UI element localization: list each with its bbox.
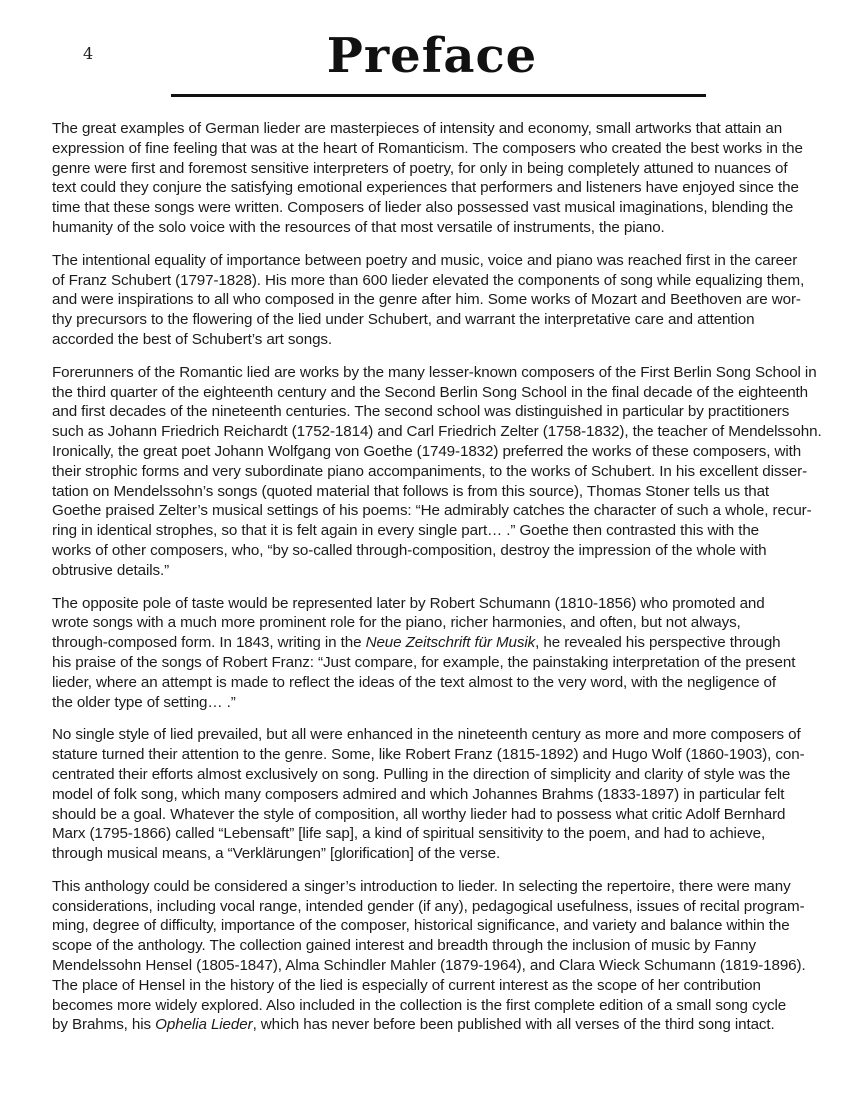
- paragraph: [52, 594, 824, 713]
- text-line: [52, 178, 824, 198]
- text-line: [52, 594, 824, 614]
- text-segment: Forerunners of the Romantic lied are works by the many lesser-known composers of the First Berlin Song School in: [52, 363, 817, 381]
- text-line: [52, 402, 824, 422]
- italic-text-segment: Ophelia Lieder: [155, 1016, 253, 1034]
- text-segment: Marx (1795-1866) called “Lebensaft” [life sap], a kind of spiritual sensitivity to the poem, and had to achieve,: [52, 825, 766, 843]
- text-segment: the older type of setting… .”: [52, 693, 236, 711]
- text-segment: Ironically, the great poet Johann Wolfgang von Goethe (1749-1832) preferred the works of these composers, with: [52, 442, 802, 460]
- text-line: [52, 1015, 824, 1035]
- text-line: [52, 159, 824, 179]
- text-line: [52, 271, 824, 291]
- text-line: [52, 501, 824, 521]
- text-segment: genre were first and foremost sensitive interpreters of poetry, for only in being completely attuned to nuances of: [52, 159, 788, 177]
- text-line: [52, 218, 824, 238]
- text-segment: considerations, including vocal range, intended gender (if any), pedagogical usefulness, issues of recital program-: [52, 897, 805, 915]
- text-line: [52, 541, 824, 561]
- text-segment: No single style of lied prevailed, but all were enhanced in the nineteenth century as more and more composers of: [52, 726, 801, 744]
- text-line: [52, 936, 824, 956]
- text-segment: The great examples of German lieder are masterpieces of intensity and economy, small artworks that attain an: [52, 120, 783, 137]
- text-line: [52, 633, 824, 653]
- paragraph: [52, 119, 824, 238]
- text-line: [52, 442, 824, 462]
- text-segment: ring in identical strophes, so that it is felt again in every single part… .” Goethe then contrasted this with the: [52, 522, 760, 540]
- text-segment: such as Johann Friedrich Reichardt (1752-1814) and Carl Friedrich Zelter (1758-1832), the teacher of Mendelssohn.: [52, 423, 822, 441]
- text-line: [52, 521, 824, 541]
- text-segment: scope of the anthology. The collection gained interest and breadth through the inclusion of music by Fanny: [52, 937, 756, 955]
- text-segment: The opposite pole of taste would be represented later by Robert Schumann (1810-1856) who promoted and: [52, 594, 765, 612]
- text-segment: through musical means, a “Verklärungen” [glorification] of the verse.: [52, 845, 501, 863]
- text-segment: his praise of the songs of Robert Franz: “Just compare, for example, the painstaking interpretation of the present: [52, 653, 796, 671]
- text-segment: of Franz Schubert (1797-1828). His more than 600 lieder elevated the components of song while equalizing them,: [52, 271, 805, 289]
- text-line: [52, 310, 824, 330]
- text-line: [52, 119, 824, 139]
- italic-text-segment: Neue Zeitschrift für Musik: [365, 634, 536, 652]
- paragraph: [52, 251, 824, 350]
- text-segment: tation on Mendelssohn’s songs (quoted material that follows is from this source), Thomas Stoner tells us that: [52, 482, 770, 500]
- text-segment: obtrusive details.”: [52, 561, 170, 579]
- text-line: [52, 613, 824, 633]
- page-number: 4: [83, 44, 94, 63]
- paragraph: [52, 725, 824, 864]
- text-line: [52, 805, 824, 825]
- text-segment: The intentional equality of importance between poetry and music, voice and piano was reached first in the career: [52, 251, 798, 269]
- text-line: [52, 422, 824, 442]
- text-line: [52, 785, 824, 805]
- text-line: [52, 462, 824, 482]
- text-line: [52, 383, 824, 403]
- text-line: [52, 976, 824, 996]
- text-segment: and first decades of the nineteenth centuries. The second school was distinguished in particular by practitioners: [52, 403, 790, 421]
- text-segment: becomes more widely explored. Also included in the collection is the first complete edition of a small song cycle: [52, 996, 787, 1014]
- text-line: [52, 198, 824, 218]
- text-segment: lieder, where an attempt is made to reflect the ideas of the text almost to the very word, with the negligence of: [52, 673, 777, 691]
- text-segment: through-composed form. In 1843, writing in the: [52, 634, 366, 652]
- text-line: [52, 653, 824, 673]
- text-line: [52, 897, 824, 917]
- body-paragraphs: [52, 119, 824, 1048]
- text-segment: should be a goal. Whatever the style of composition, all worthy lieder had to possess what critic Adolf Bernhard: [52, 805, 786, 823]
- text-line: [52, 251, 824, 271]
- text-segment: accorded the best of Schubert’s art songs.: [52, 330, 333, 348]
- text-line: [52, 725, 824, 745]
- text-segment: works of other composers, who, “by so-called through-composition, destroy the impression of the whole with: [52, 541, 767, 559]
- text-segment: time that these songs were written. Composers of lieder also possessed vast musical imaginations, blending the: [52, 199, 794, 217]
- text-segment: wrote songs with a much more prominent role for the piano, richer harmonies, and often, but not always,: [52, 614, 741, 632]
- text-line: [52, 765, 824, 785]
- text-segment: stature turned their attention to the genre. Some, like Robert Franz (1815-1892) and Hugo Wolf (1860-1903), con-: [52, 746, 805, 764]
- text-segment: thy precursors to the flowering of the lied under Schubert, and warrant the interpretative care and attention: [52, 311, 755, 329]
- text-segment: , he revealed his perspective through: [535, 634, 781, 652]
- text-line: [52, 482, 824, 502]
- text-line: [52, 844, 824, 864]
- text-line: [52, 877, 824, 897]
- text-line: [52, 363, 824, 383]
- text-segment: ming, degree of difficulty, importance of the composer, historical significance, and variety and balance within the: [52, 917, 790, 935]
- text-segment: by Brahms, his: [52, 1016, 156, 1034]
- page-title: Preface: [326, 28, 538, 84]
- text-line: [52, 996, 824, 1016]
- text-segment: expression of fine feeling that was at the heart of Romanticism. The composers who created the best works in the: [52, 139, 803, 157]
- text-segment: text could they conjure the satisfying emotional experiences that performers and listeners have enjoyed since the: [52, 179, 799, 197]
- paragraph: [52, 877, 824, 1035]
- text-line: [52, 824, 824, 844]
- text-segment: centrated their efforts almost exclusively on song. Pulling in the direction of simplicity and clarity of style was the: [52, 765, 791, 783]
- text-segment: model of folk song, which many composers admired and which Johannes Brahms (1833-1897) in particular felt: [52, 785, 785, 803]
- text-line: [52, 916, 824, 936]
- text-segment: This anthology could be considered a singer’s introduction to lieder. In selecting the repertoire, there were many: [52, 877, 791, 895]
- text-segment: Goethe praised Zelter’s musical settings of his poems: “He admirably catches the character of such a whole, recur-: [52, 502, 812, 520]
- title-underline-rule: [171, 94, 706, 97]
- text-segment: their strophic forms and very subordinate piano accompaniments, to the works of Schubert. In his excellent disser-: [52, 462, 808, 480]
- text-line: [52, 139, 824, 159]
- text-segment: humanity of the solo voice with the resources of that most versatile of instruments, the piano.: [52, 218, 665, 236]
- paragraph: [52, 363, 824, 581]
- text-line: [52, 561, 824, 581]
- text-segment: the third quarter of the eighteenth century and the Second Berlin Song School in the final decade of the eighteenth: [52, 383, 809, 401]
- text-line: [52, 745, 824, 765]
- text-segment: and were inspirations to all who composed in the genre after him. Some works of Mozart and Beethoven are wor-: [52, 291, 801, 309]
- text-line: [52, 956, 824, 976]
- text-line: [52, 290, 824, 310]
- text-segment: , which has never before been published with all verses of the third song intact.: [252, 1016, 775, 1034]
- text-segment: The place of Hensel in the history of the lied is especially of current interest as the scope of her contribution: [52, 976, 761, 994]
- text-line: [52, 673, 824, 693]
- text-line: [52, 693, 824, 713]
- text-line: [52, 330, 824, 350]
- text-segment: Mendelssohn Hensel (1805-1847), Alma Schindler Mahler (1879-1964), and Clara Wieck Schumann (1819-1896).: [52, 957, 806, 975]
